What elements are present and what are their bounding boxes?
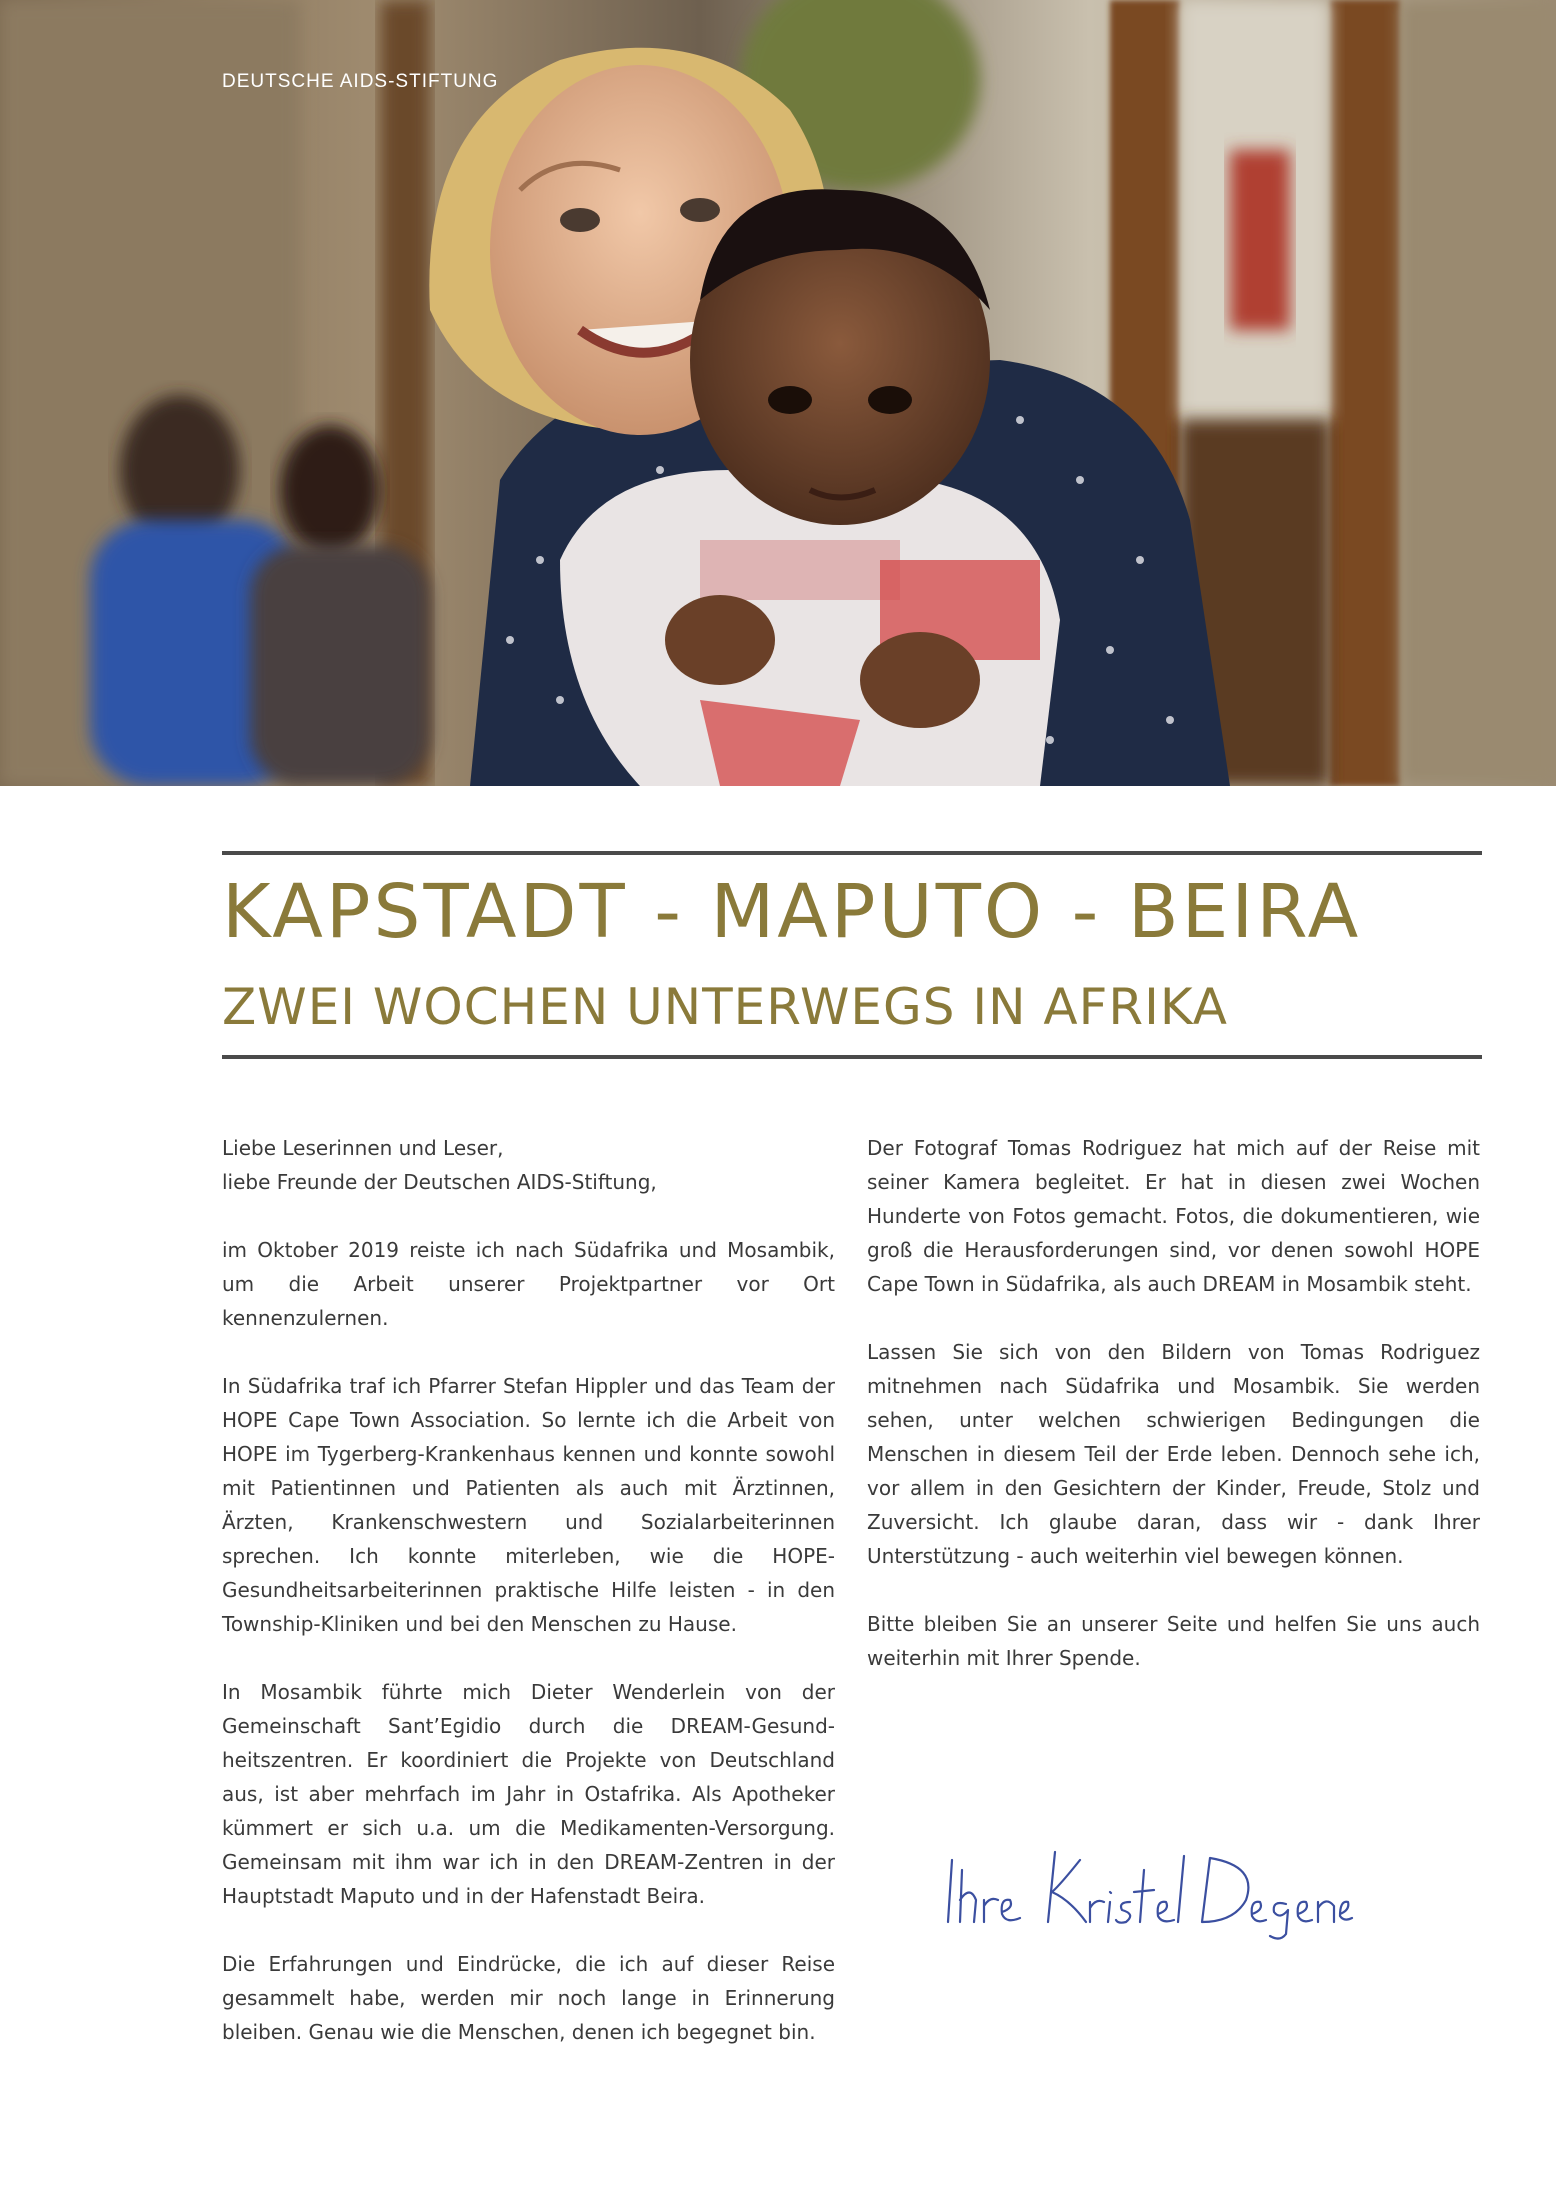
handwritten-signature [940,1830,1360,1940]
paragraph: Lassen Sie sich von den Bildern von Tomas Rodriguez mitnehmen nach Südafrika und Mosambik. Sie werden sehen, unter welchen schwierigen Bedingungen die Menschen in diesem Teil der Erde leben. Dennoch sehe ich, vor allem in den Gesichtern der Kinder, Freude, Stolz und Zuversicht. Ich glaube daran, dass wir - dank Ihrer Unterstützung - auch weiterhin viel bewegen können. [867,1340,1480,1568]
paragraph: Die Erfahrungen und Eindrücke, die ich auf dieser Reise gesammelt habe, werden mir noch lange in Erinnerung bleiben. Genau wie die Menschen, denen ich begegnet bin. [222,1952,835,2044]
paragraph: In Südafrika traf ich Pfarrer Stefan Hippler und das Team der HOPE Cape Town Association. So lernte ich die Arbeit von HOPE im Tygerberg-Krankenhaus kennen und konnte sowohl mit Patientinnen und Patienten als auch mit Ärztinnen, Ärzten, Krankenschwestern und Sozialarbeiterinnen sprechen. Ich konnte miterleben, wie die HOPE-Gesundheitsarbeiterinnen praktische Hilfe leisten - in den Township-Kliniken und bei den Menschen zu Hause. [222,1374,835,1636]
greeting-line-2: liebe Freunde der Deutschen AIDS-Stiftung, [222,1170,657,1194]
greeting-line-1: Liebe Leserinnen und Leser, [222,1136,504,1160]
hero-photo-illustration [0,0,1556,786]
paragraph: im Oktober 2019 reiste ich nach Südafrika und Mosambik, um die Arbeit unserer Projektpartner vor Ort kennenzulernen. [222,1238,835,1330]
hero-photo [0,0,1556,786]
page-subtitle: ZWEI WOCHEN UNTERWEGS IN AFRIKA [222,978,1228,1036]
paragraph: In Mosambik führte mich Dieter Wenderlein von der Gemeinschaft Sant’Egidio durch die DREAM-Gesund-heitszentren. Er koordiniert die Projekte von Deutschland aus, ist aber mehrfach im Jahr in Ostafrika. Als Apotheker kümmert er sich u.a. um die Medikamenten-Versorgung. Gemeinsam mit ihm war ich in den DREAM-Zentren in der Hauptstadt Maputo und in der Hafenstadt Beira. [222,1680,835,1908]
body-column-right [867,1131,1480,1709]
organization-label: DEUTSCHE AIDS-STIFTUNG [222,71,499,92]
body-column-left [222,1131,835,2083]
paragraph: Der Fotograf Tomas Rodriguez hat mich auf der Reise mit seiner Kamera begleitet. Er hat in diesen zwei Wochen Hunderte von Fotos gemacht. Fotos, die dokumentieren, wie groß die Herausforderungen sind, vor denen sowohl HOPE Cape Town in Südafrika, als auch DREAM in Mosambik steht. [867,1136,1480,1296]
title-rule-top [222,851,1482,855]
greeting [222,1131,835,1199]
page-title: KAPSTADT - MAPUTO - BEIRA [222,869,1362,955]
paragraph: Bitte bleiben Sie an unserer Seite und helfen Sie uns auch weiterhin mit Ihrer Spende. [867,1612,1480,1670]
title-rule-bottom [222,1055,1482,1059]
